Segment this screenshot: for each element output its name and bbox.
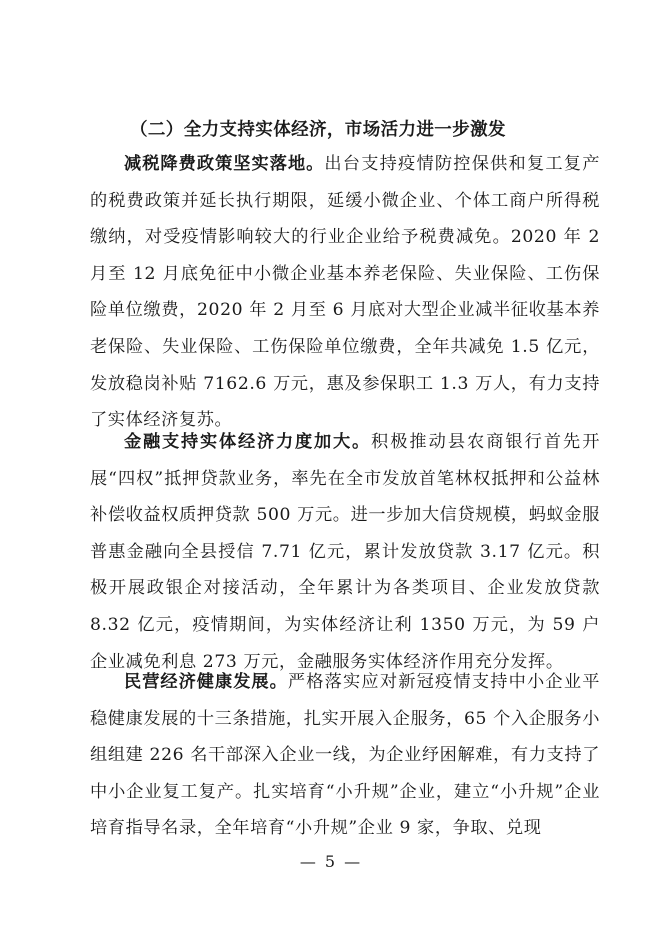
section-heading: （二）全力支持实体经济，市场活力进一步激发 [130,120,506,140]
paragraph-body: 出台支持疫情防控保供和复工复产的税费政策并延长执行期限，延缓小微企业、个体工商户所得税缴纳，对受疫情影响较大的行业企业给予税费减免。2020 年 2 月至 12 月底免征中小微企业基本养老保险、失业保险、工伤保险单位缴费，2020 年 2 月至 6 月底对大型企业减半征收基本养老保险、失业保险、工伤保险单位缴费，全年共减免 1.5 亿元，发放稳岗补贴 7162.6 万元，惠及参保职工 1.3 万人，有力支持了实体经济复苏。 [90,154,600,431]
page-number: — 5 — [299,852,363,871]
paragraph-lead: 金融支持实体经济力度加大。 [124,432,372,452]
paragraph-tax-fee-reduction [90,146,600,439]
paragraph-lead: 减税降费政策坚实落地。 [124,154,325,174]
paragraph-private-economy [90,664,600,847]
paragraph-body: 积极推动县农商银行首先开展“四权”抵押贷款业务，率先在全市发放首笔林权抵押和公益林补偿收益权质押贷款 500 万元。进一步加大信贷规模，蚂蚁金服普惠金融向全县授信 7.71 亿元，累计发放贷款 3.17 亿元。积极开展政银企对接活动，全年累计为各类项目、企业发放贷款 8.32 亿元，疫情期间，为实体经济让利 1350 万元，为 59 户企业减免利息 273 万元，金融服务实体经济作用充分发挥。 [90,432,601,672]
paragraph-lead: 民营经济健康发展。 [124,672,288,692]
paragraph-financial-support [90,424,600,680]
paragraph-body: 严格落实应对新冠疫情支持中小企业平稳健康发展的十三条措施，扎实开展入企服务，65 个入企服务小组组建 226 名干部深入企业一线，为企业纾困解难，有力支持了中小企业复工复产。扎实培育“小升规”企业，建立“小升规”企业培育指导名录，全年培育“小升规”企业 9 家，争取、兑现 [90,672,601,839]
